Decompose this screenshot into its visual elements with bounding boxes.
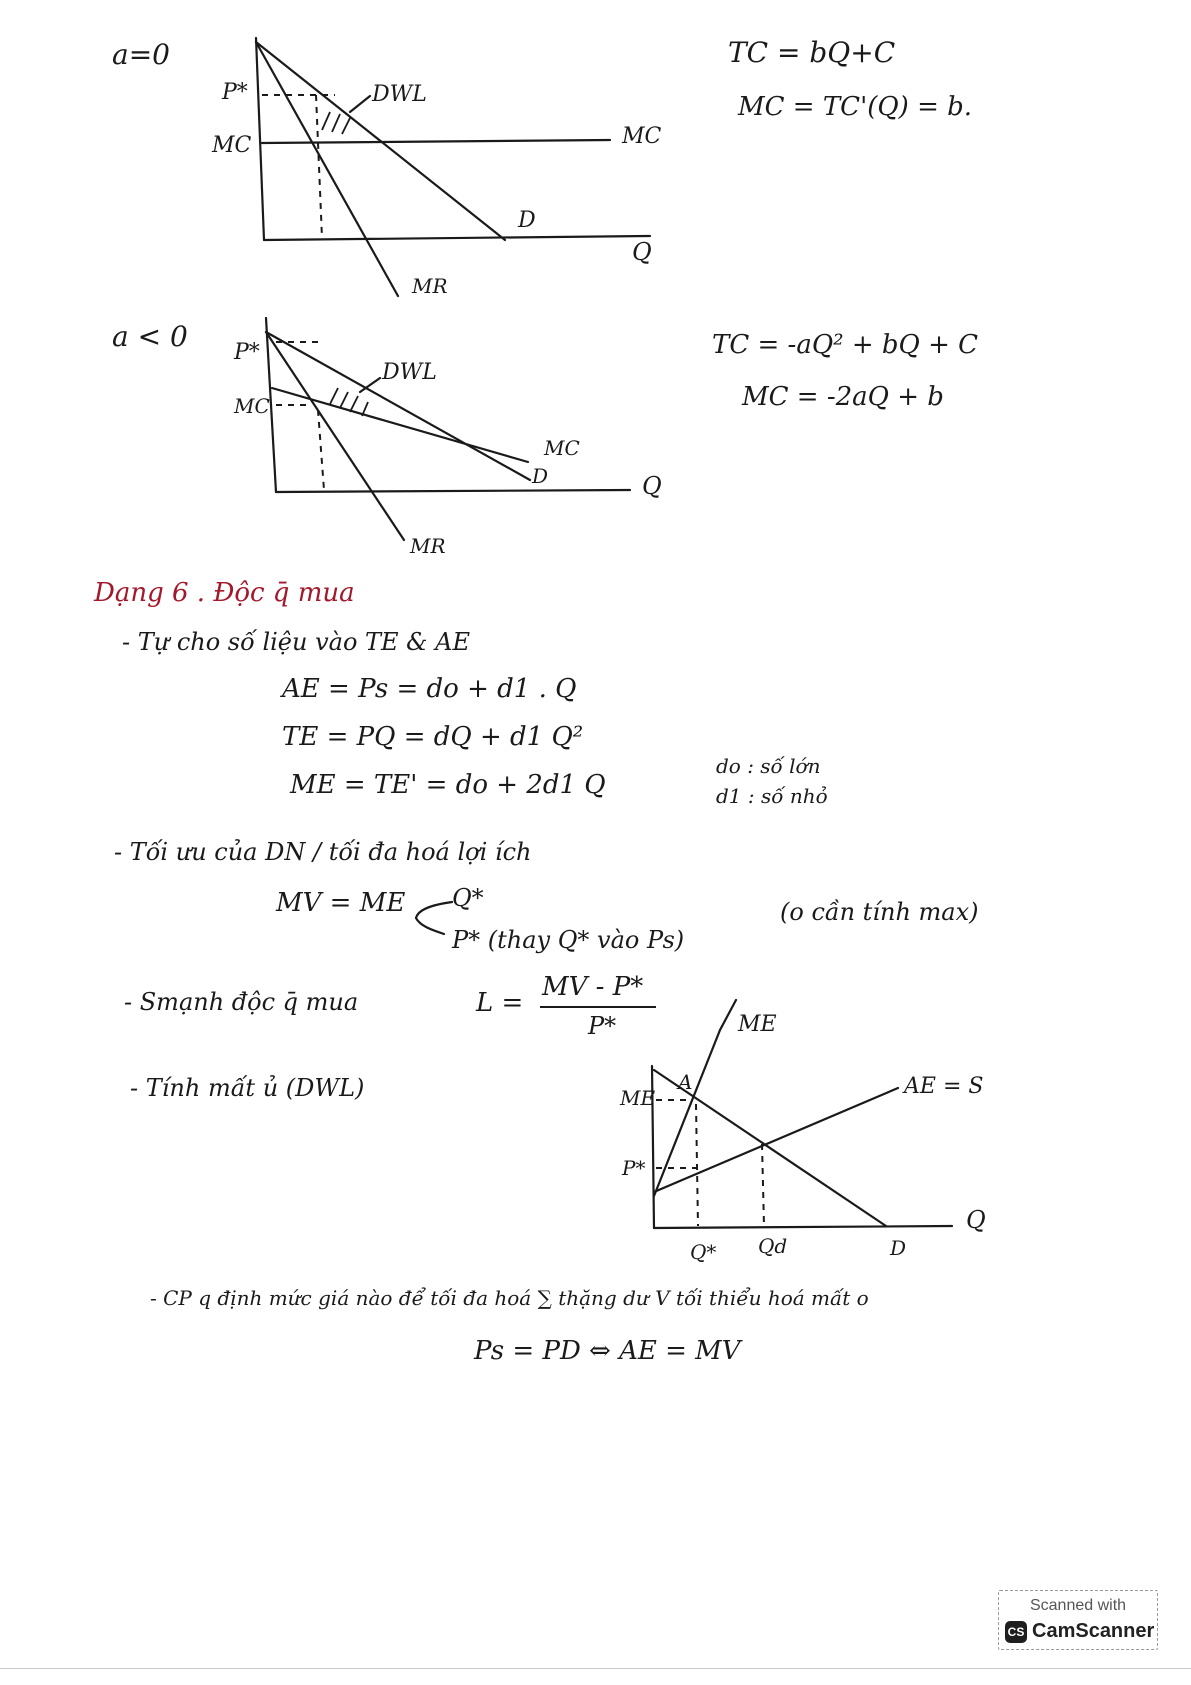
mv-me-equation: MV = ME <box>276 888 406 918</box>
bullet-2: - Tối ưu của DN / tối đa hoá lợi ích <box>114 838 532 866</box>
bullet-5: - CP q định mức giá nào để tối đa hoá ∑ thặng dư V tối thiểu hoá mất o <box>150 1286 869 1310</box>
graph3-me-left: ME <box>620 1086 656 1110</box>
note-do: do : số lớn <box>716 754 821 778</box>
graph3-q-star: Q* <box>690 1240 717 1264</box>
ae-formula: AE = Ps = do + d1 . Q <box>282 674 577 704</box>
camscanner-brand: CamScanner <box>1032 1620 1155 1642</box>
section-heading: Dạng 6 . Độc q̄ mua <box>94 578 355 608</box>
te-formula: TE = PQ = dQ + d1 Q² <box>282 722 584 752</box>
graph3-point-a: A <box>678 1070 693 1094</box>
graph2-q: Q <box>642 472 662 500</box>
tc-formula-1: TC = bQ+C <box>728 36 896 69</box>
graph1-q: Q <box>632 238 652 266</box>
graph3-ae-s: AE = S <box>904 1074 984 1099</box>
bottom-divider <box>0 1668 1191 1669</box>
graph3-q: Q <box>966 1206 986 1234</box>
graph1-p-star: P* <box>222 80 248 105</box>
note-d1: d1 : số nhỏ <box>716 784 828 808</box>
camscanner-badge <box>998 1590 1158 1650</box>
graph2-mc-left: MC <box>234 394 270 418</box>
tc-formula-2: TC = -aQ² + bQ + C <box>712 330 979 360</box>
me-formula: ME = TE' = do + 2d1 Q <box>290 770 606 800</box>
no-max-note: (o cần tính max) <box>780 898 979 926</box>
mc-formula-2: MC = -2aQ + b <box>742 382 944 412</box>
bullet-1: - Tự cho số liệu vào TE & AE <box>122 628 471 656</box>
graph3-me-top: ME <box>738 1012 777 1037</box>
lerner-lhs: L = <box>476 988 524 1018</box>
graph2-mr: MR <box>410 534 446 558</box>
graph2-mc-right: MC <box>544 436 580 460</box>
camscanner-logo-icon: CS <box>1005 1621 1027 1643</box>
case-label-a0: a=0 <box>112 38 170 71</box>
p-star-label: P* (thay Q* vào Ps) <box>452 926 685 954</box>
graph1-mc-right: MC <box>622 124 662 149</box>
graph1-dwl: DWL <box>372 82 427 107</box>
graph2-p-star: P* <box>234 340 260 365</box>
final-condition: Ps = PD ⇔ AE = MV <box>474 1336 741 1366</box>
case-label-aneg: a < 0 <box>112 320 188 353</box>
scanned-with-text: Scanned with <box>1029 1597 1127 1614</box>
graph3-qd: Qd <box>758 1234 788 1258</box>
graph3-d: D <box>890 1236 907 1260</box>
graph1-mr: MR <box>412 274 448 298</box>
mc-formula-1: MC = TC'(Q) = b. <box>738 92 973 122</box>
bullet-3: - Smạnh độc q̄ mua <box>124 988 359 1016</box>
lerner-numerator: MV - P* <box>542 972 644 1002</box>
graph2-dwl: DWL <box>382 360 437 385</box>
bullet-4: - Tính mất ủ (DWL) <box>130 1074 365 1102</box>
graph2-d: D <box>532 464 549 488</box>
lerner-denominator: P* <box>588 1012 617 1040</box>
graph1-d: D <box>518 208 536 233</box>
q-star-label: Q* <box>452 884 484 912</box>
graph1-mc-left: MC <box>212 133 252 158</box>
graph3-p-star: P* <box>622 1156 646 1180</box>
